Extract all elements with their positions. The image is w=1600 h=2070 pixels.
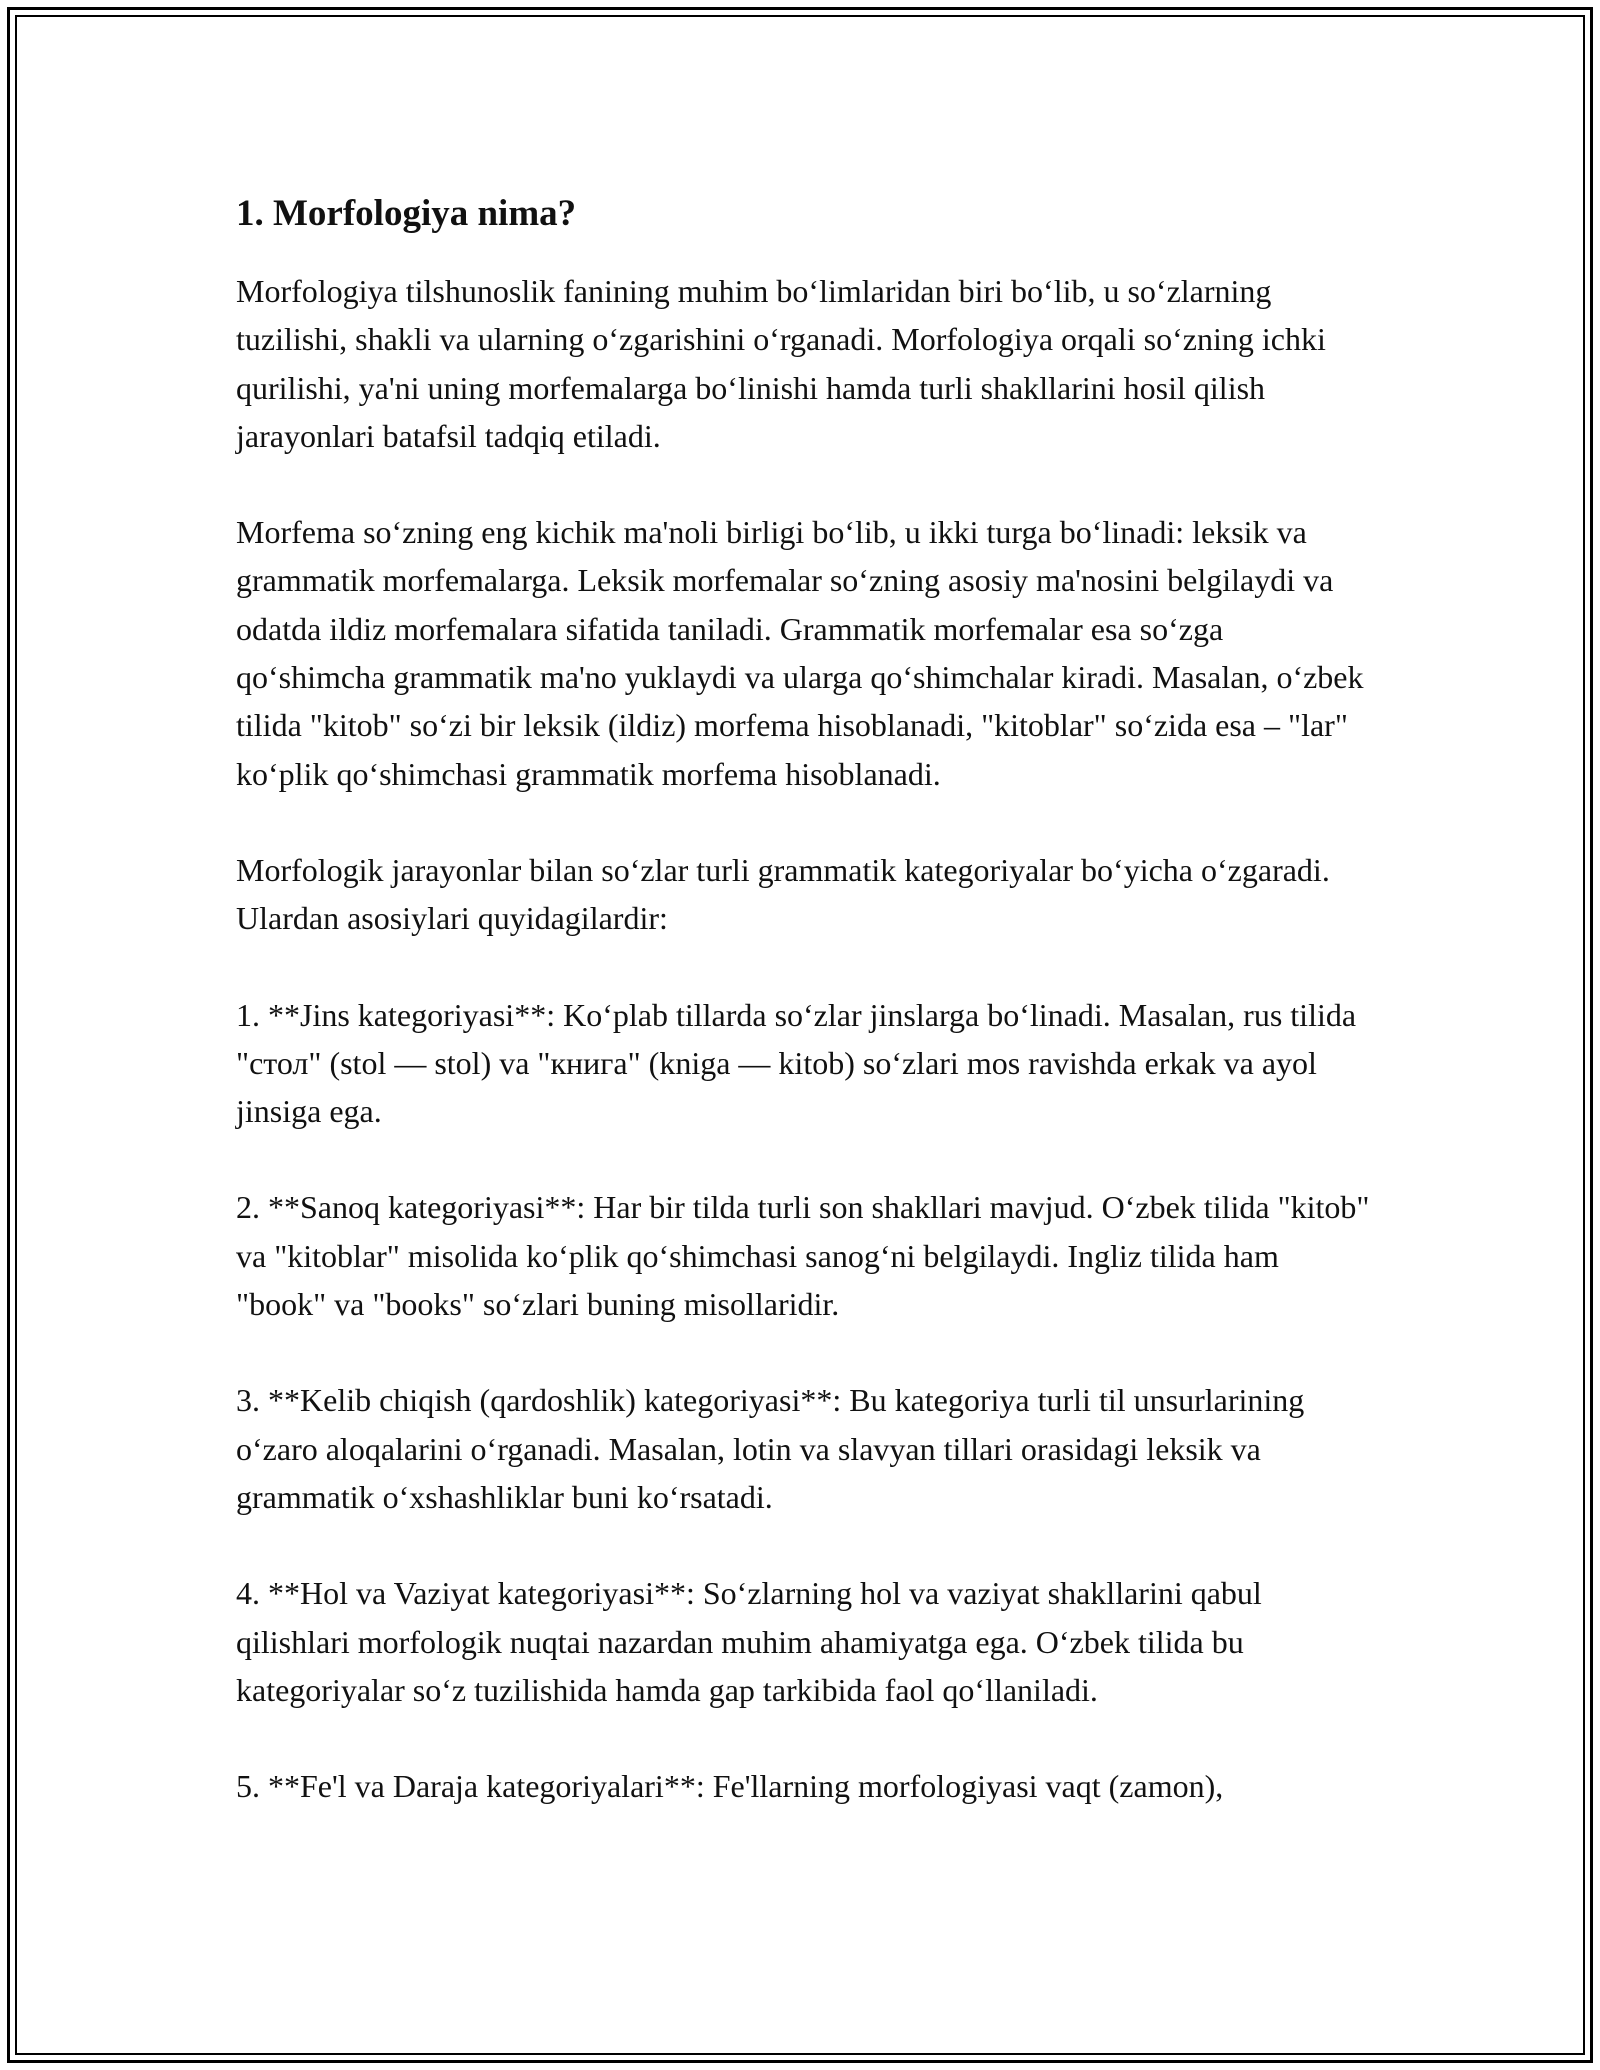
list-item-origin: 3. **Kelib chiqish (qardoshlik) kategoriyasi**: Bu kategoriya turli til unsurlarining o‘zaro aloqalarini o‘rganadi. Masalan, lotin va slavyan tillari orasidagi leksik va grammatik o‘xshashliklar buni ko‘rsatadi. bbox=[236, 1382, 1305, 1515]
document-body bbox=[236, 186, 1376, 1858]
list-item-number: 2. **Sanoq kategoriyasi**: Har bir tilda turli son shakllari mavjud. O‘zbek tilida "kitob" va "kitoblar" misolida ko‘plik qo‘shimchasi sanog‘ni belgilaydi. Ingliz tilida ham "book" va "books" so‘zlari buning misollaridir. bbox=[236, 1189, 1370, 1323]
list-item-verb: 5. **Fe'l va Daraja kategoriyalari**: Fe'llarning morfologiyasi vaqt (zamon), bbox=[236, 1768, 1224, 1805]
list-item-case: 4. **Hol va Vaziyat kategoriyasi**: So‘zlarning hol va vaziyat shakllarini qabul qilishlari morfologik nuqtai nazardan muhim ahamiyatga ega. O‘zbek tilida bu kategoriyalar so‘z tuzilishida hamda gap tarkibida faol qo‘llaniladi. bbox=[236, 1575, 1262, 1708]
paragraph-intro: Morfologiya tilshunoslik fanining muhim bo‘limlaridan biri bo‘lib, u so‘zlarning tuzilishi, shakli va ularning o‘zgarishini o‘rganadi. Morfologiya orqali so‘zning ichki qurilishi, ya'ni uning morfemalarga bo‘linishi hamda turli shakllarini hosil qilish jarayonlari batafsil tadqiq etiladi. bbox=[236, 273, 1326, 454]
section-heading: 1. Morfologiya nima? bbox=[236, 193, 577, 234]
list-item-gender: 1. **Jins kategoriyasi**: Ko‘plab tillarda so‘zlar jinslarga bo‘linadi. Masalan, rus tilida "стол" (stol — stol) va "книга" (kniga — kitob) so‘zlari mos ravishda erkak va ayol jinsiga ega. bbox=[236, 996, 1357, 1130]
paragraph-processes: Morfologik jarayonlar bilan so‘zlar turli grammatik kategoriyalar bo‘yicha o‘zgaradi. Ulardan asosiylari quyidagilardir: bbox=[236, 851, 1330, 937]
paragraph-morpheme: Morfema so‘zning eng kichik ma'noli birligi bo‘lib, u ikki turga bo‘linadi: leksik va grammatik morfemalarga. Leksik morfemalar so‘zning asosiy ma'nosini belgilaydi va odatda ildiz morfemalara sifatida taniladi. Grammatik morfemalar esa so‘zga qo‘shimcha grammatik ma'no yuklaydi va ularga qo‘shimchalar kiradi. Masalan, o‘zbek tilida "kitob" so‘zi bir leksik (ildiz) morfema hisoblanadi, "kitoblar" so‘zida esa – "lar" ko‘plik qo‘shimchasi grammatik morfema hisoblanadi. bbox=[236, 514, 1364, 792]
